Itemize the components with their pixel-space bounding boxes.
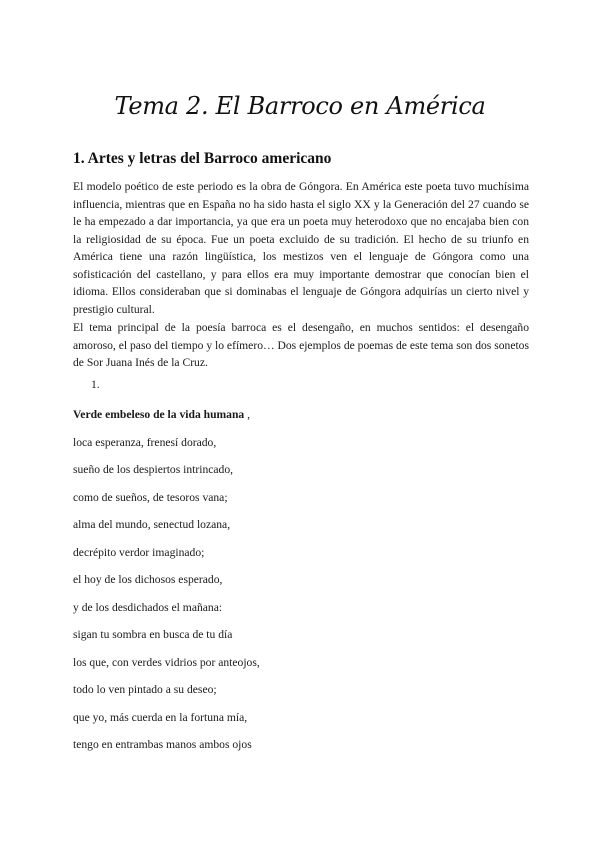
poem-line: loca esperanza, frenesí dorado, (73, 435, 217, 449)
poem-first-line (73, 407, 533, 435)
poem-first-line-rest: , (244, 408, 251, 421)
poem-line: los que, con verdes vidrios por anteojos, (73, 655, 260, 669)
poem-line: decrépito verdor imaginado; (73, 545, 205, 559)
poem-line: el hoy de los dichosos esperado, (73, 573, 223, 586)
poem-first-line-bold: Verde embeleso de la vida humana (73, 408, 245, 421)
list-number: 1. (91, 378, 100, 391)
poem-line: alma del mundo, senectud lozana, (73, 518, 231, 531)
paragraph-desengano: El tema principal de la poesía barroca es el desengaño, en muchos sentidos: el desengaño amoroso, el paso del tiempo y lo efímero… Dos ejemplos de poemas de este tema son dos sonetos de Sor Juana Inés de la Cruz. (73, 321, 529, 369)
page-title: Tema 2. El Barroco en América (114, 92, 486, 120)
poem-line: y de los desdichados el mañana: (73, 600, 223, 614)
poem-line: sueño de los despiertos intrincado, (73, 463, 234, 476)
poem-line: que yo, más cuerda en la fortuna mía, (73, 710, 248, 724)
poem-line: todo lo ven pintado a su deseo; (73, 683, 217, 696)
poem-line: tengo en entrambas manos ambos ojos (73, 738, 252, 751)
poem (73, 407, 533, 765)
poem-line: como de sueños, de tesoros vana; (73, 490, 228, 504)
section-heading: 1. Artes y letras del Barroco americano (73, 150, 332, 167)
poem-line: sigan tu sombra en busca de tu día (73, 628, 233, 641)
paragraph-gongora: El modelo poético de este periodo es la obra de Góngora. En América este poeta tuvo muchísima influencia, mientras que en España no ha sido hasta el siglo XX y la Generación del 27 cuando se le ha empezado a dar importancia, ya que era un poeta muy heterodoxo que no encajaba bien con la religiosidad de su época. Fue un poeta excluido de su tradición. El hecho de su triunfo en América tiene una razón lingüística, los mestizos ven el lenguaje de Góngora como una sofisticación del castellano, y para ellos era muy importante demostrar que conocían bien el idioma. Ellos consideraban que si dominabas el lenguaje de Góngora adquirías un cierto nivel y prestigio cultural. (73, 180, 529, 316)
